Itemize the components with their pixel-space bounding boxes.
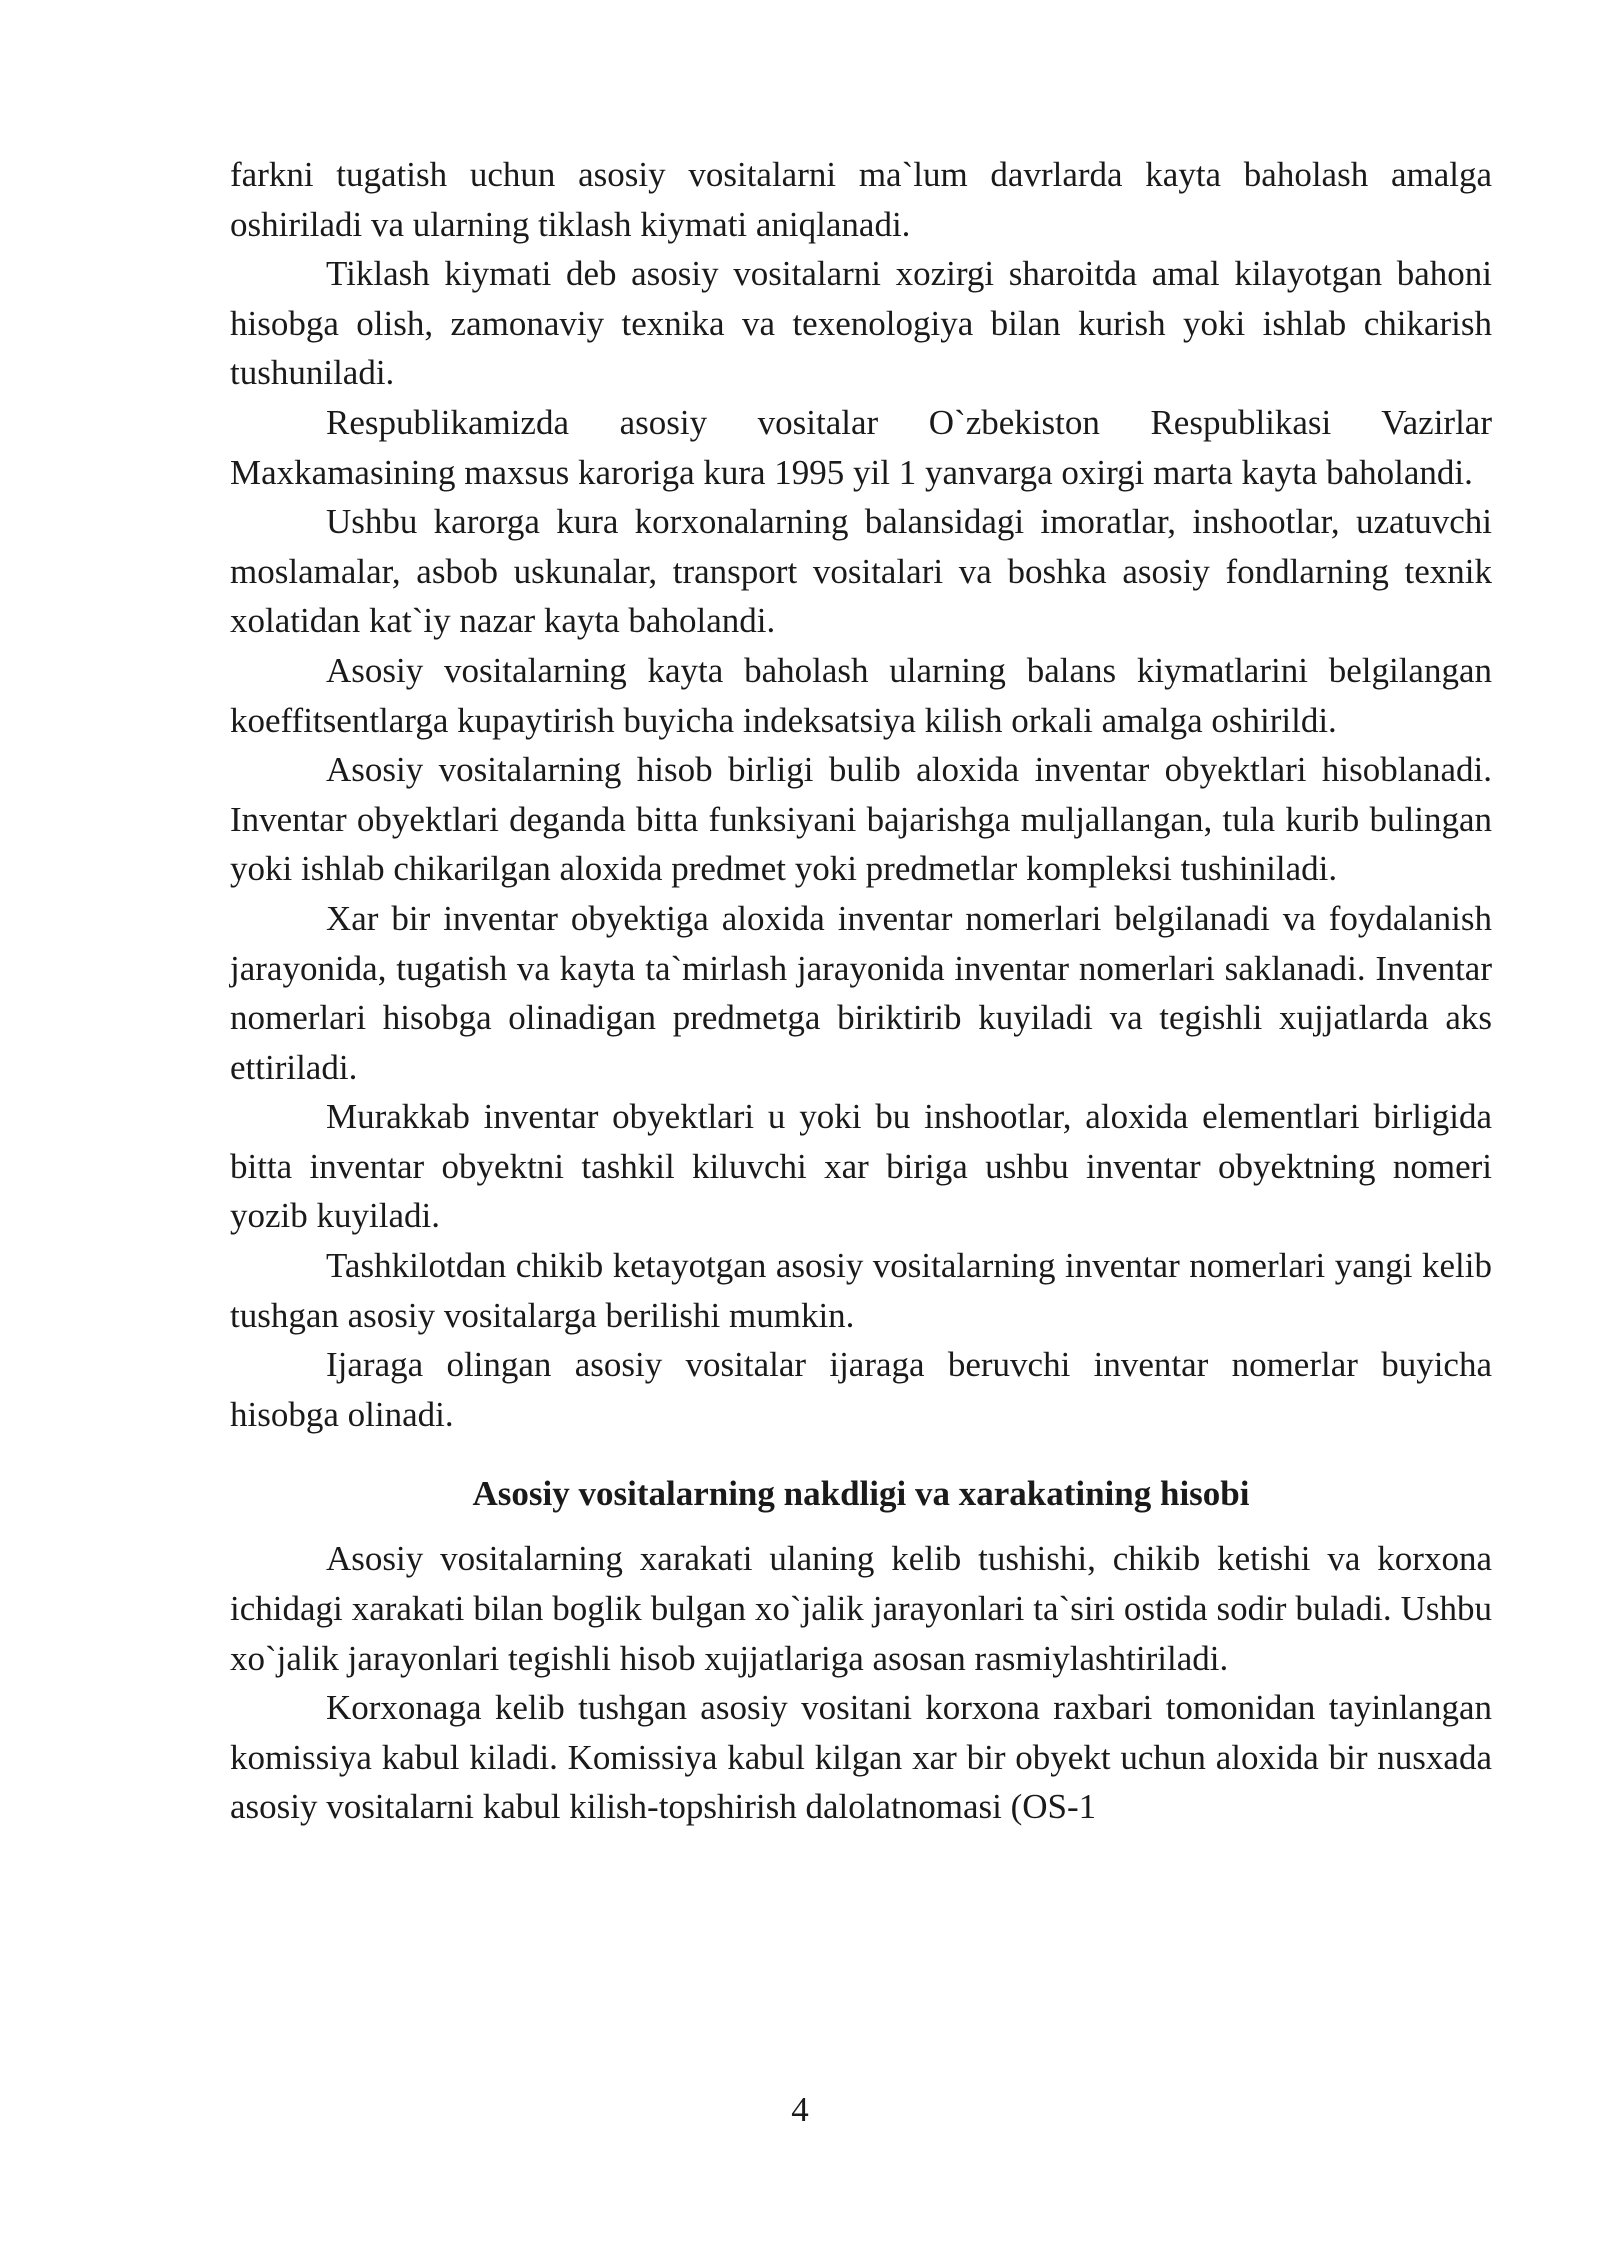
- paragraph: Asosiy vositalarning xarakati ulaning kelib tushishi, chikib ketishi va korxona ichidagi xarakati bilan boglik bulgan xo`jalik jarayonlari ta`siri ostida sodir buladi. Ushbu xo`jalik jarayonlari tegishli hisob xujjatlariga asosan rasmiylashtiriladi.: [230, 1539, 1492, 1678]
- section-heading: Asosiy vositalarning nakdligi va xarakatining hisobi: [472, 1474, 1250, 1514]
- paragraph: Tiklash kiymati deb asosiy vositalarni xozirgi sharoitda amal kilayotgan bahoni hisobga olish, zamonaviy texnika va texenologiya bilan kurish yoki ishlab chikarish tushuniladi.: [230, 254, 1492, 393]
- paragraph: Ijaraga olingan asosiy vositalar ijaraga beruvchi inventar nomerlar buyicha hisobga olinadi.: [230, 1345, 1492, 1434]
- paragraph: Murakkab inventar obyektlari u yoki bu inshootlar, aloxida elementlari birligida bitta inventar obyektni tashkil kiluvchi xar biriga ushbu inventar obyektning nomeri yozib kuyiladi.: [230, 1097, 1492, 1236]
- paragraph: Respublikamizda asosiy vositalar O`zbekiston Respublikasi Vazirlar Maxkamasining maxsus karoriga kura 1995 yil 1 yanvarga oxirgi marta kayta baholandi.: [230, 402, 1492, 492]
- page-body: [230, 150, 1492, 1832]
- paragraph: Asosiy vositalarning kayta baholash ularning balans kiymatlarini belgilangan koeffitsentlarga kupaytirish buyicha indeksatsiya kilish orkali amalga oshirildi.: [230, 650, 1492, 740]
- paragraph: Ushbu karorga kura korxonalarning balansidagi imoratlar, inshootlar, uzatuvchi moslamalar, asbob uskunalar, transport vositalari va boshka asosiy fondlarning texnik xolatidan kat`iy nazar kayta baholandi.: [230, 502, 1492, 641]
- paragraph-continuation: farkni tugatish uchun asosiy vositalarni ma`lum davrlarda kayta baholash amalga oshiriladi va ularning tiklash kiymati aniqlanadi.: [230, 155, 1492, 244]
- page-number: 4: [791, 2090, 809, 2129]
- paragraph: Korxonaga kelib tushgan asosiy vositani korxona raxbari tomonidan tayinlangan komissiya kabul kiladi. Komissiya kabul kilgan xar bir obyekt uchun aloxida bir nusxada asosiy vositalarni kabul kilish-topshirish dalolatnomasi (OS-1: [230, 1688, 1492, 1827]
- paragraph: Tashkilotdan chikib ketayotgan asosiy vositalarning inventar nomerlari yangi kelib tushgan asosiy vositalarga berilishi mumkin.: [230, 1246, 1492, 1335]
- paragraph: Asosiy vositalarning hisob birligi bulib aloxida inventar obyektlari hisoblanadi. Inventar obyektlari deganda bitta funksiyani bajarishga muljallangan, tula kurib bulingan yoki ishlab chikarilgan aloxida predmet yoki predmetlar kompleksi tushiniladi.: [230, 750, 1492, 889]
- paragraph: Xar bir inventar obyektiga aloxida inventar nomerlari belgilanadi va foydalanish jarayonida, tugatish va kayta ta`mirlash jarayonida inventar nomerlari saklanadi. Inventar nomerlari hisobga olinadigan predmetga biriktirib kuyiladi va tegishli xujjatlarda aks ettiriladi.: [230, 898, 1492, 1087]
